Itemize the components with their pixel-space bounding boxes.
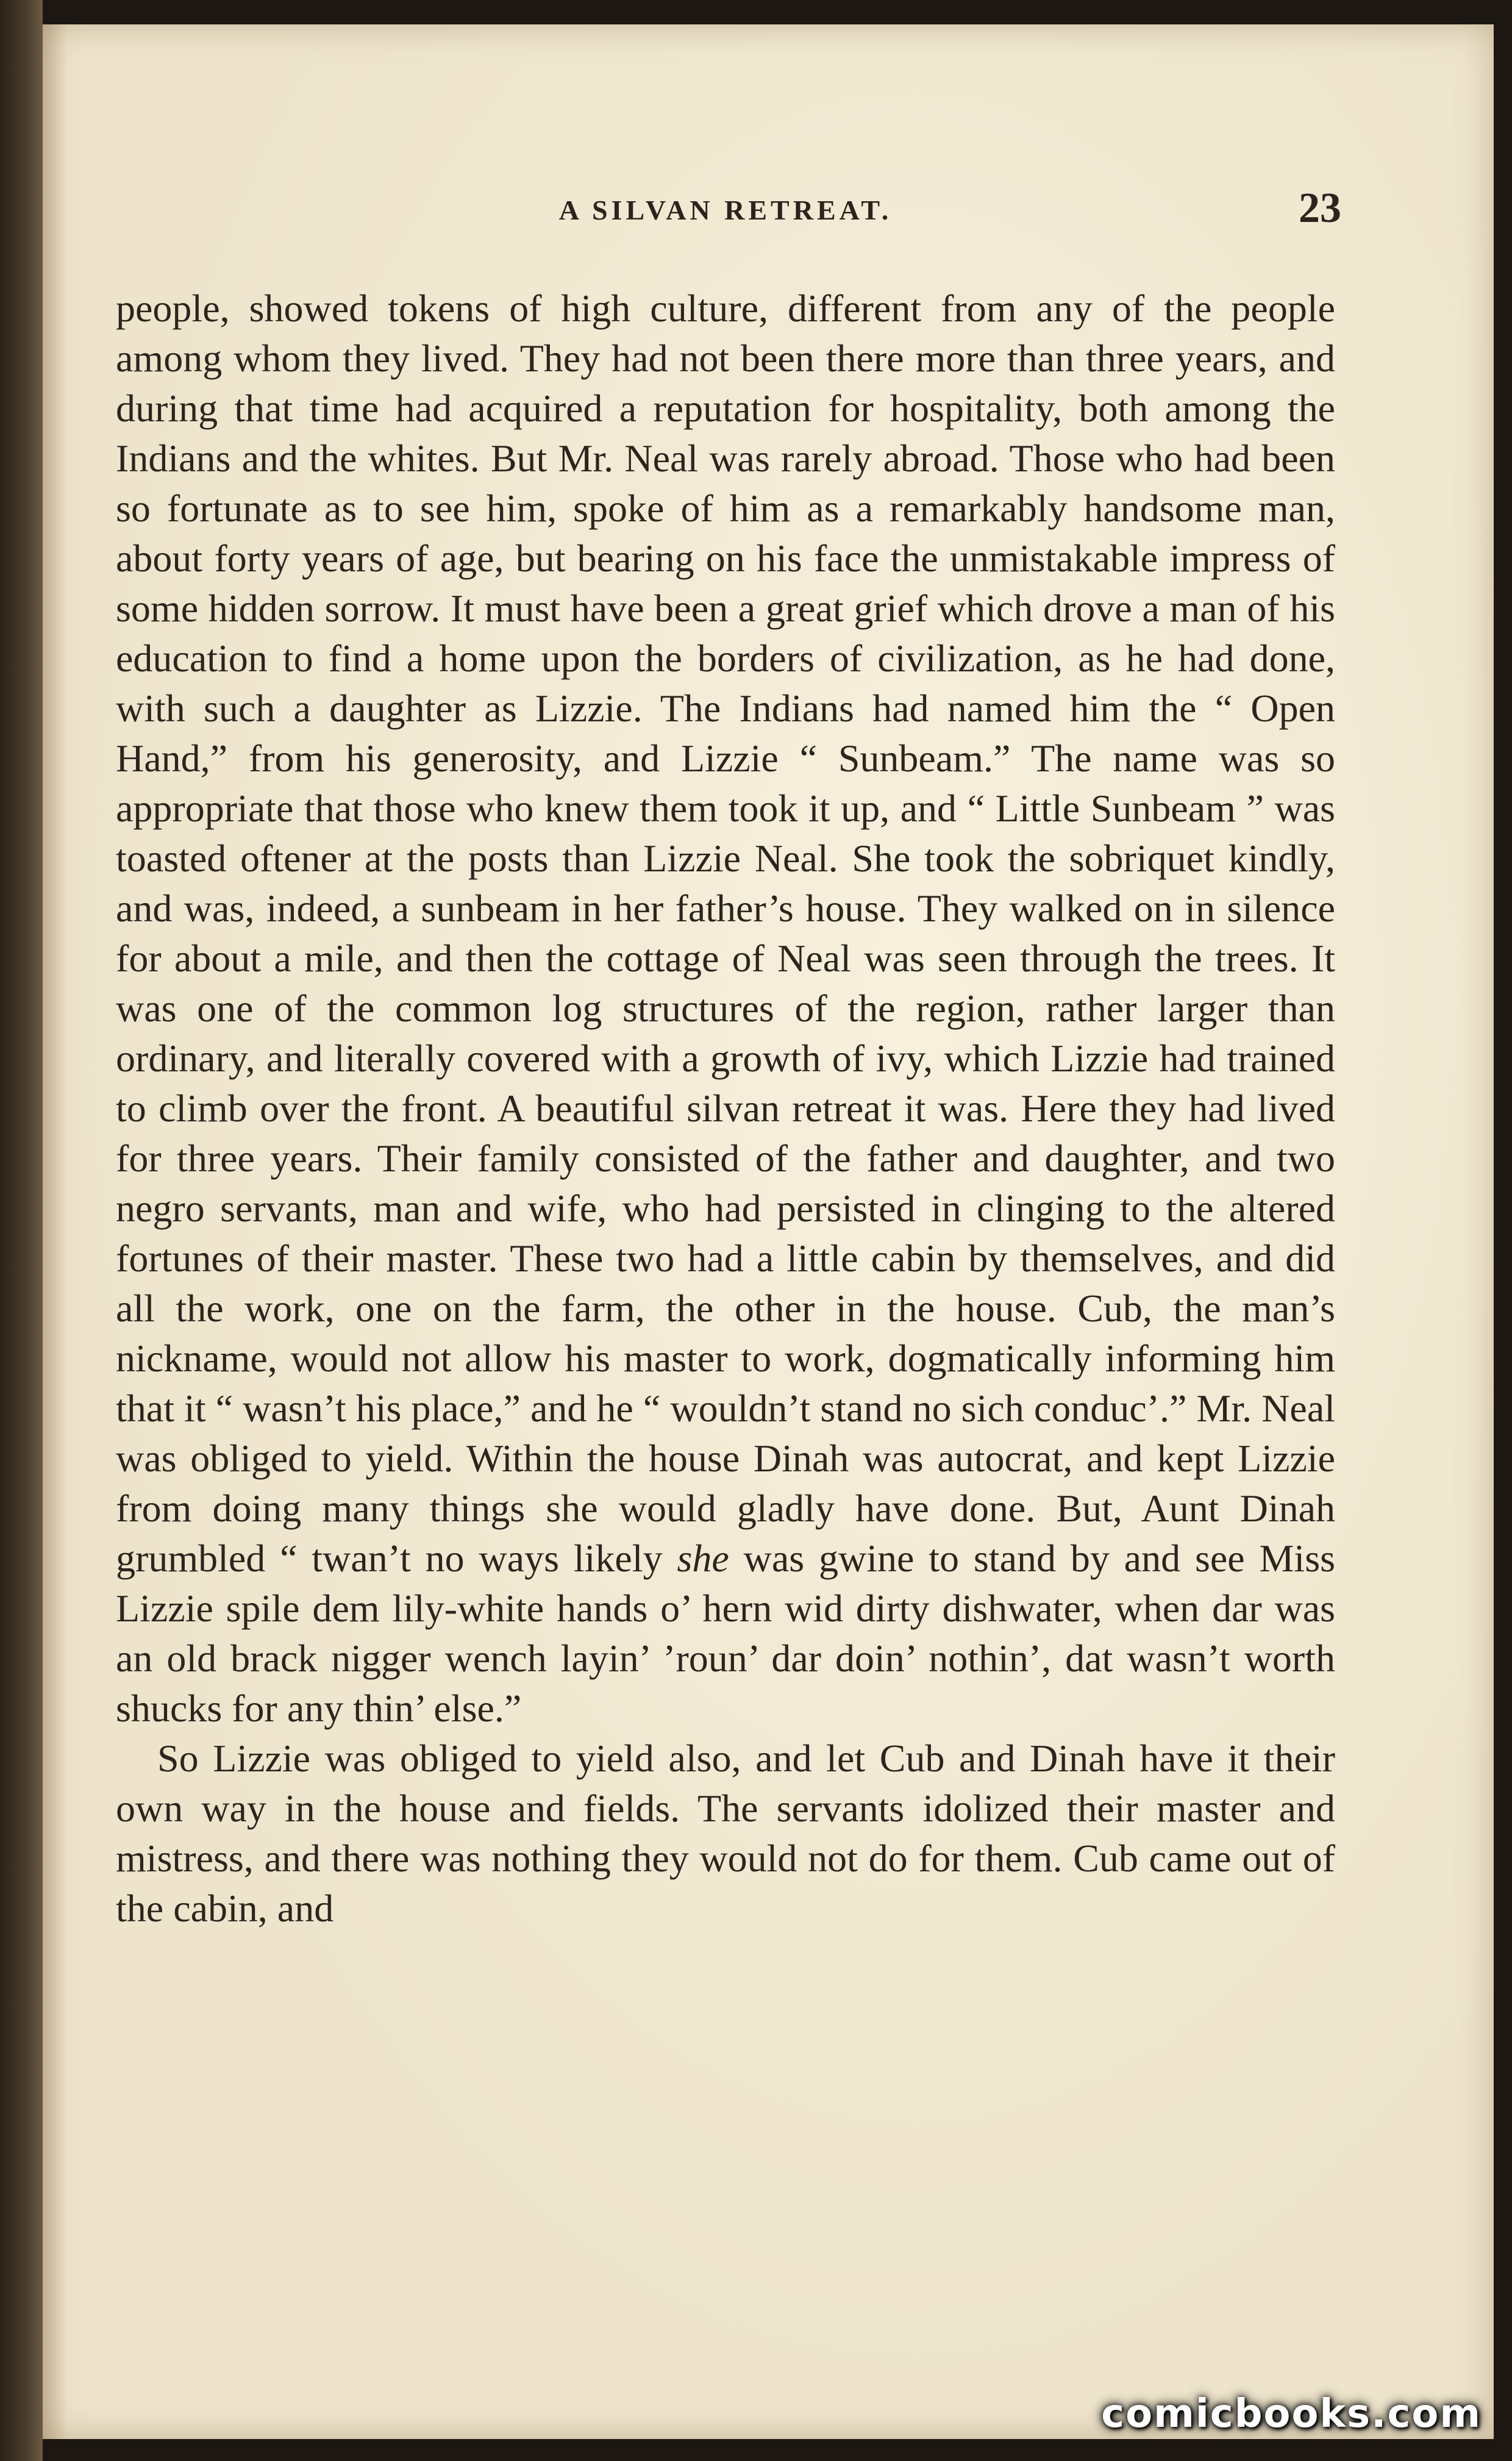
body-text (116, 284, 1335, 2314)
book-spine (0, 0, 43, 2461)
paragraph-1 (116, 284, 1335, 1734)
running-title: A SILVAN RETREAT. (558, 195, 893, 226)
running-head (110, 177, 1341, 244)
paragraph-1-part-a: people, showed tokens of high culture, different from any of the people among whom they lived. They had not been there more than three years, and during that time had acquired a reputation for hospitality, both among the Indians and the whites. But Mr. Neal was rarely abroad. Those who had been so fortunate as to see him, spoke of him as a remarkably handsome man, about forty years of age, but bearing on his face the unmistakable impress of some hidden sorrow. It must have been a great grief which drove a man of his education to find a home upon the borders of civilization, as he had done, with such a daughter as Lizzie. The Indians had named him the “ Open Hand,” from his generosity, and Lizzie “ Sunbeam.” The name was so appropriate that those who knew them took it up, and “ Little Sunbeam ” was toasted oftener at the posts than Lizzie Neal. She took the sobriquet kindly, and was, indeed, a sunbeam in her father’s house. They walked on in silence for about a mile, and then the cottage of Neal was seen through the trees. It was one of the common log structures of the region, rather larger than ordinary, and literally covered with a growth of ivy, which Lizzie had trained to climb over the front. A beautiful silvan retreat it was. Here they had lived for three years. Their family consisted of the father and daughter, and two negro servants, man and wife, who had persisted in clinging to the altered fortunes of their master. These two had a little cabin by themselves, and did all the work, one on the farm, the other in the house. Cub, the man’s nickname, would not allow his master to work, dogmatically informing him that it “ wasn’t his place,” and he “ wouldn’t stand no sich conduc’.” Mr. Neal was obliged to yield. Within the house Dinah was autocrat, and kept Lizzie from doing many things she would gladly have done. But, Aunt Dinah grumbled “ twan’t no ways likely (116, 287, 1335, 1580)
watermark: comicbooks.com (1101, 2391, 1482, 2437)
page-number: 23 (1299, 185, 1341, 232)
paragraph-2: So Lizzie was obliged to yield also, and let Cub and Dinah have it their own way in the house and fields. The servants idolized their master and mistress, and there was nothing they would not do for them. Cub came out of the cabin, and (116, 1737, 1335, 1930)
paragraph-1-part-b: was gwine to stand by and see Miss Lizzie spile dem lily-white hands o’ hern wid dirty dishwater, when dar was an old brack nigger wench layin’ ’roun’ dar doin’ nothin’, dat wasn’t worth shucks for any thin’ else.” (116, 1537, 1335, 1730)
book-page (43, 24, 1494, 2439)
paragraph-1-emphasis: she (677, 1537, 729, 1580)
